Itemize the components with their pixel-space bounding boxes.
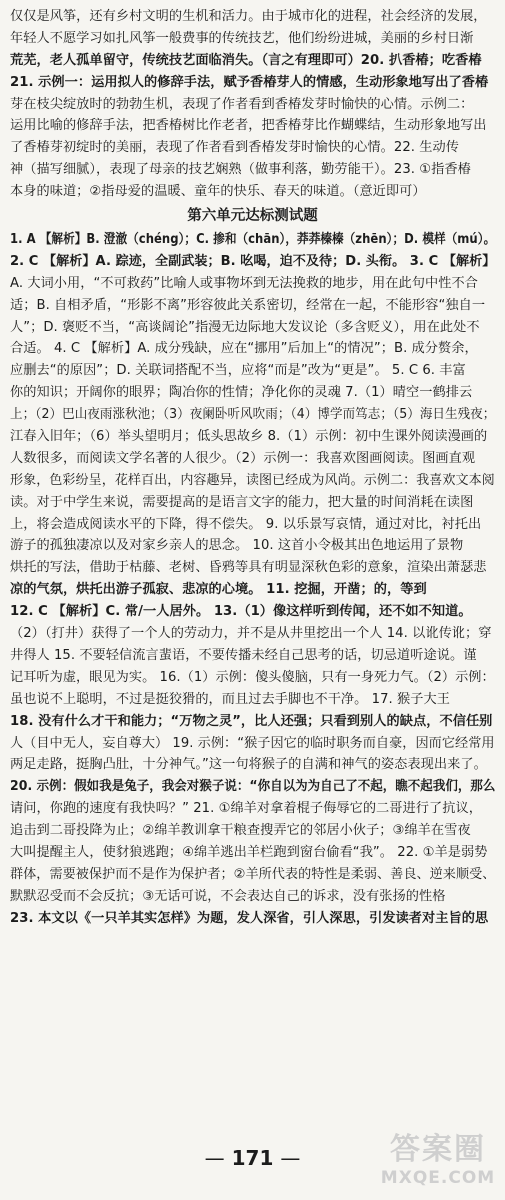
text-line: 年轻人不愿学习如扎风筝一般费事的传统技艺，他们纷纷进城，美丽的乡村日渐 xyxy=(10,30,474,46)
watermark-logo xyxy=(377,1132,499,1192)
unit-six-test-answers xyxy=(10,229,495,930)
text-line: （2）（打井）获得了一个人的劳动力，并不是从井里挖出一个人 14. 以讹传讹；穿 xyxy=(10,626,492,642)
answer-text-block xyxy=(10,6,495,930)
text-line: 12. C 【解析】C. 常/一人居外。 13.（1）像这样听到传闻，还不如不知道。 xyxy=(10,604,472,620)
text-line: 你的知识；开阔你的眼界；陶冶你的性情；净化你的灵魂 7.（1）晴空一鹤排云 xyxy=(10,385,473,401)
text-line: 芽在枝尖绽放时的勃勃生机，表现了作者看到香椿发芽时愉快的心情。示例二： xyxy=(10,96,474,112)
text-line: A. 大词小用，“不可救药”比喻人或事物坏到无法挽救的地步，用在此句中性不合 xyxy=(10,275,478,291)
text-line: 形象，色彩纷呈，花样百出，内容趣异，读图已经成为风尚。示例二：我喜欢文本阅 xyxy=(10,472,495,488)
text-line: 上，将会造成阅读水平的下降，得不偿失。 9. 以乐景写哀情，通过对比，衬托出 xyxy=(10,516,482,532)
page-number: 171 xyxy=(231,1146,274,1170)
text-line: 2. C 【解析】A. 踪迹，全副武装；B. 吆喝，迫不及待；D. 头衔。 3. C 【解析】 xyxy=(10,253,495,269)
text-line: 20. 示例：假如我是兔子，我会对猴子说：“你自以为为自己了不起，瞧不起我们，那么 xyxy=(10,779,495,795)
text-line: 23. 本文以《一只羊其实怎样》为题，发人深省，引人深思，引发读者对主旨的思 xyxy=(10,910,489,926)
text-line: 合适。 4. C 【解析】A. 成分残缺，应在“挪用”后加上“的情况”；B. 成分赘余， xyxy=(10,341,478,357)
text-line: 请问，你跑的速度有我快吗？” 21. ①绵羊对拿着棍子侮辱它的二哥进行了抗议， xyxy=(10,801,482,817)
text-line: 了香椿芽初绽时的美丽，表现了作者看到香椿发芽时愉快的心情。22. 生动传 xyxy=(10,140,459,156)
text-line: 应删去“的原因”；D. 关联词搭配不当，应将“而是”改为“更是”。 5. C 6. 丰富 xyxy=(10,363,466,379)
text-line: 人数很多，而阅读文学名著的人很少。（2）示例一：我喜欢图画阅读。图画直观 xyxy=(10,450,476,466)
text-line: 烘托的写法，借助于枯藤、老树、昏鸦等具有明显深秋色彩的意象，渲染出萧瑟悲 xyxy=(10,560,487,576)
text-line: 江春入旧年；（6）举头望明月；低头思故乡 8.（1）示例：初中生课外阅读漫画的 xyxy=(10,429,488,445)
text-line: 仅仅是风筝，还有乡村文明的生机和活力。由于城市化的进程，社会经济的发展， xyxy=(10,9,487,24)
watermark-logo-text: 答案圈 xyxy=(390,1132,486,1167)
text-line: 神（描写细腻），表现了母亲的技艺娴熟（做事利落，勤劳能干）。23. ①指香椿 xyxy=(10,162,471,178)
text-line: 凉的气氛，烘托出游子孤寂、悲凉的心境。 11. 挖掘，开凿；的，等到 xyxy=(10,582,427,598)
text-line: 默默忍受而不会反抗；③无话可说，不会表达自己的诉求，没有张扬的性格 xyxy=(10,888,446,904)
text-line: 虽也说不上聪明，不过是挺狡猾的，而且过去手脚也不干净。 17. 猴子大王 xyxy=(10,691,450,707)
text-line: 记耳听为虚，眼见为实。 16.（1）示例：傻头傻脑，只有一身死力气。（2）示例： xyxy=(10,669,495,685)
text-line: 21. 示例一：运用拟人的修辞手法，赋予香椿芽人的情感，生动形象地写出了香椿 xyxy=(10,74,489,90)
text-line: 适；B. 自相矛盾，“形影不离”形容彼此关系密切，经常在一起，不能形容“独自一 xyxy=(10,297,486,313)
text-line: 荒芜，老人孤单留守，传统技艺面临消失。（言之有理即可）20. 扒香椿；吃香椿 xyxy=(10,52,482,68)
text-line: 两足走路，挺胸凸肚，十分神气。”这一句将猴子的自满和神气的姿态表现出来了。 xyxy=(10,757,487,773)
text-line: 井得人 15. 不要轻信流言蜚语，不要传播未经自己思考的话，切忌道听途说。谨 xyxy=(10,647,477,663)
previous-section-answers xyxy=(10,6,495,203)
text-line: 运用比喻的修辞手法，把香椿树比作老者，把香椿芽比作蝴蝶结，生动形象地写出 xyxy=(10,118,487,134)
text-line: 追击到二哥投降为止；②绵羊教训拿干粮查搜弄它的邻居小伙子；③绵羊在雪夜 xyxy=(10,823,471,839)
page-dash-right: — xyxy=(280,1146,301,1170)
text-line: 1. A 【解析】B. 澄澈（chéng）；C. 掺和（chān），莽莽榛榛（zhēn）；D. 模样（mú）。 xyxy=(10,232,495,248)
text-line: 大叫提醒主人，使豺狼逃跑；④绵羊逃出羊栏跑到窗台偷看“我”。 22. ①羊是弱势 xyxy=(10,844,488,860)
page-dash-left: — xyxy=(204,1146,225,1170)
text-line: 游子的孤独凄凉以及对家乡亲人的思念。 10. 这首小令极其出色地运用了景物 xyxy=(10,538,464,554)
text-line: 本身的味道；②指母爱的温暖、童年的快乐、春天的味道。（意近即可） xyxy=(10,184,426,200)
text-line: 人”；D. 褒贬不当，“高谈阔论”指漫无边际地大发议论（多含贬义），用在此处不 xyxy=(10,319,480,335)
text-line: 群体，需要被保护而不是作为保护者；②羊所代表的特性是柔弱、善良、逆来顺受、 xyxy=(10,866,495,882)
text-line: 人（目中无人，妄自尊大） 19. 示例：“猴子因它的临时职务而自豪，因而它经常用 xyxy=(10,735,495,751)
text-line: 18. 没有什么才干和能力；“万物之灵”，比人还强；只看到别人的缺点，不信任别 xyxy=(10,713,493,729)
text-line: 上；（2）巴山夜雨涨秋池；（3）夜阑卧听风吹雨；（4）博学而笃志；（5）海日生残夜； xyxy=(10,407,495,423)
section-title: 第六单元达标测试题 xyxy=(187,208,318,225)
text-line: 读。对于中学生来说，需要提高的是语言文字的能力，把大量的时间消耗在读图 xyxy=(10,494,474,510)
watermark-url: MXQE.COM xyxy=(380,1168,496,1188)
